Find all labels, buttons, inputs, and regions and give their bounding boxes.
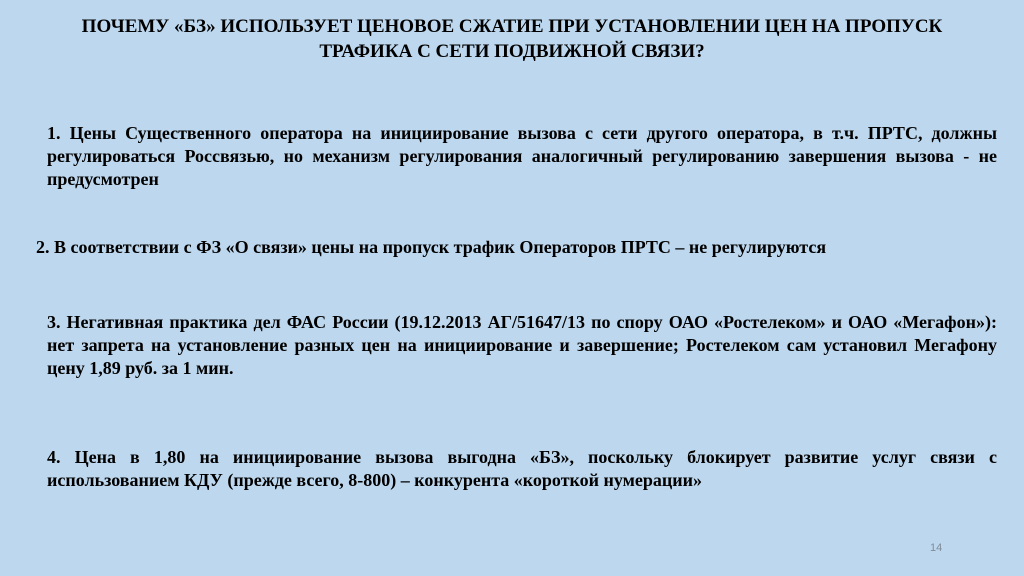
point-3: 3. Негативная практика дел ФАС России (19.12.2013 АГ/51647/13 по спору ОАО «Ростелеком» и ОАО «Мегафон»): нет запрета на установление разных цен на инициирование и завершение; Ростелеком сам установил Мегафону цену 1,89 руб. за 1 мин. bbox=[47, 312, 997, 378]
point-4: 4. Цена в 1,80 на инициирование вызова выгодна «БЗ», поскольку блокирует развитие услуг связи с использованием КДУ (прежде всего, 8-800) – конкурента «короткой нумерации» bbox=[47, 447, 997, 490]
point-1: 1. Цены Существенного оператора на инициирование вызова с сети другого оператора, в т.ч. ПРТС, должны регулироваться Россвязью, но механизм регулирования аналогичный регулированию завершения вызова - не предусмотрен bbox=[47, 123, 997, 189]
point-2: 2. В соответствии с ФЗ «О связи» цены на пропуск трафик Операторов ПРТС – не регулируются bbox=[36, 237, 827, 257]
slide-title: ПОЧЕМУ «БЗ» ИСПОЛЬЗУЕТ ЦЕНОВОЕ СЖАТИЕ ПРИ УСТАНОВЛЕНИИ ЦЕН НА ПРОПУСК ТРАФИКА С СЕТИ ПОДВИЖНОЙ СВЯЗИ? bbox=[81, 16, 943, 62]
page-number: 14 bbox=[930, 542, 943, 554]
